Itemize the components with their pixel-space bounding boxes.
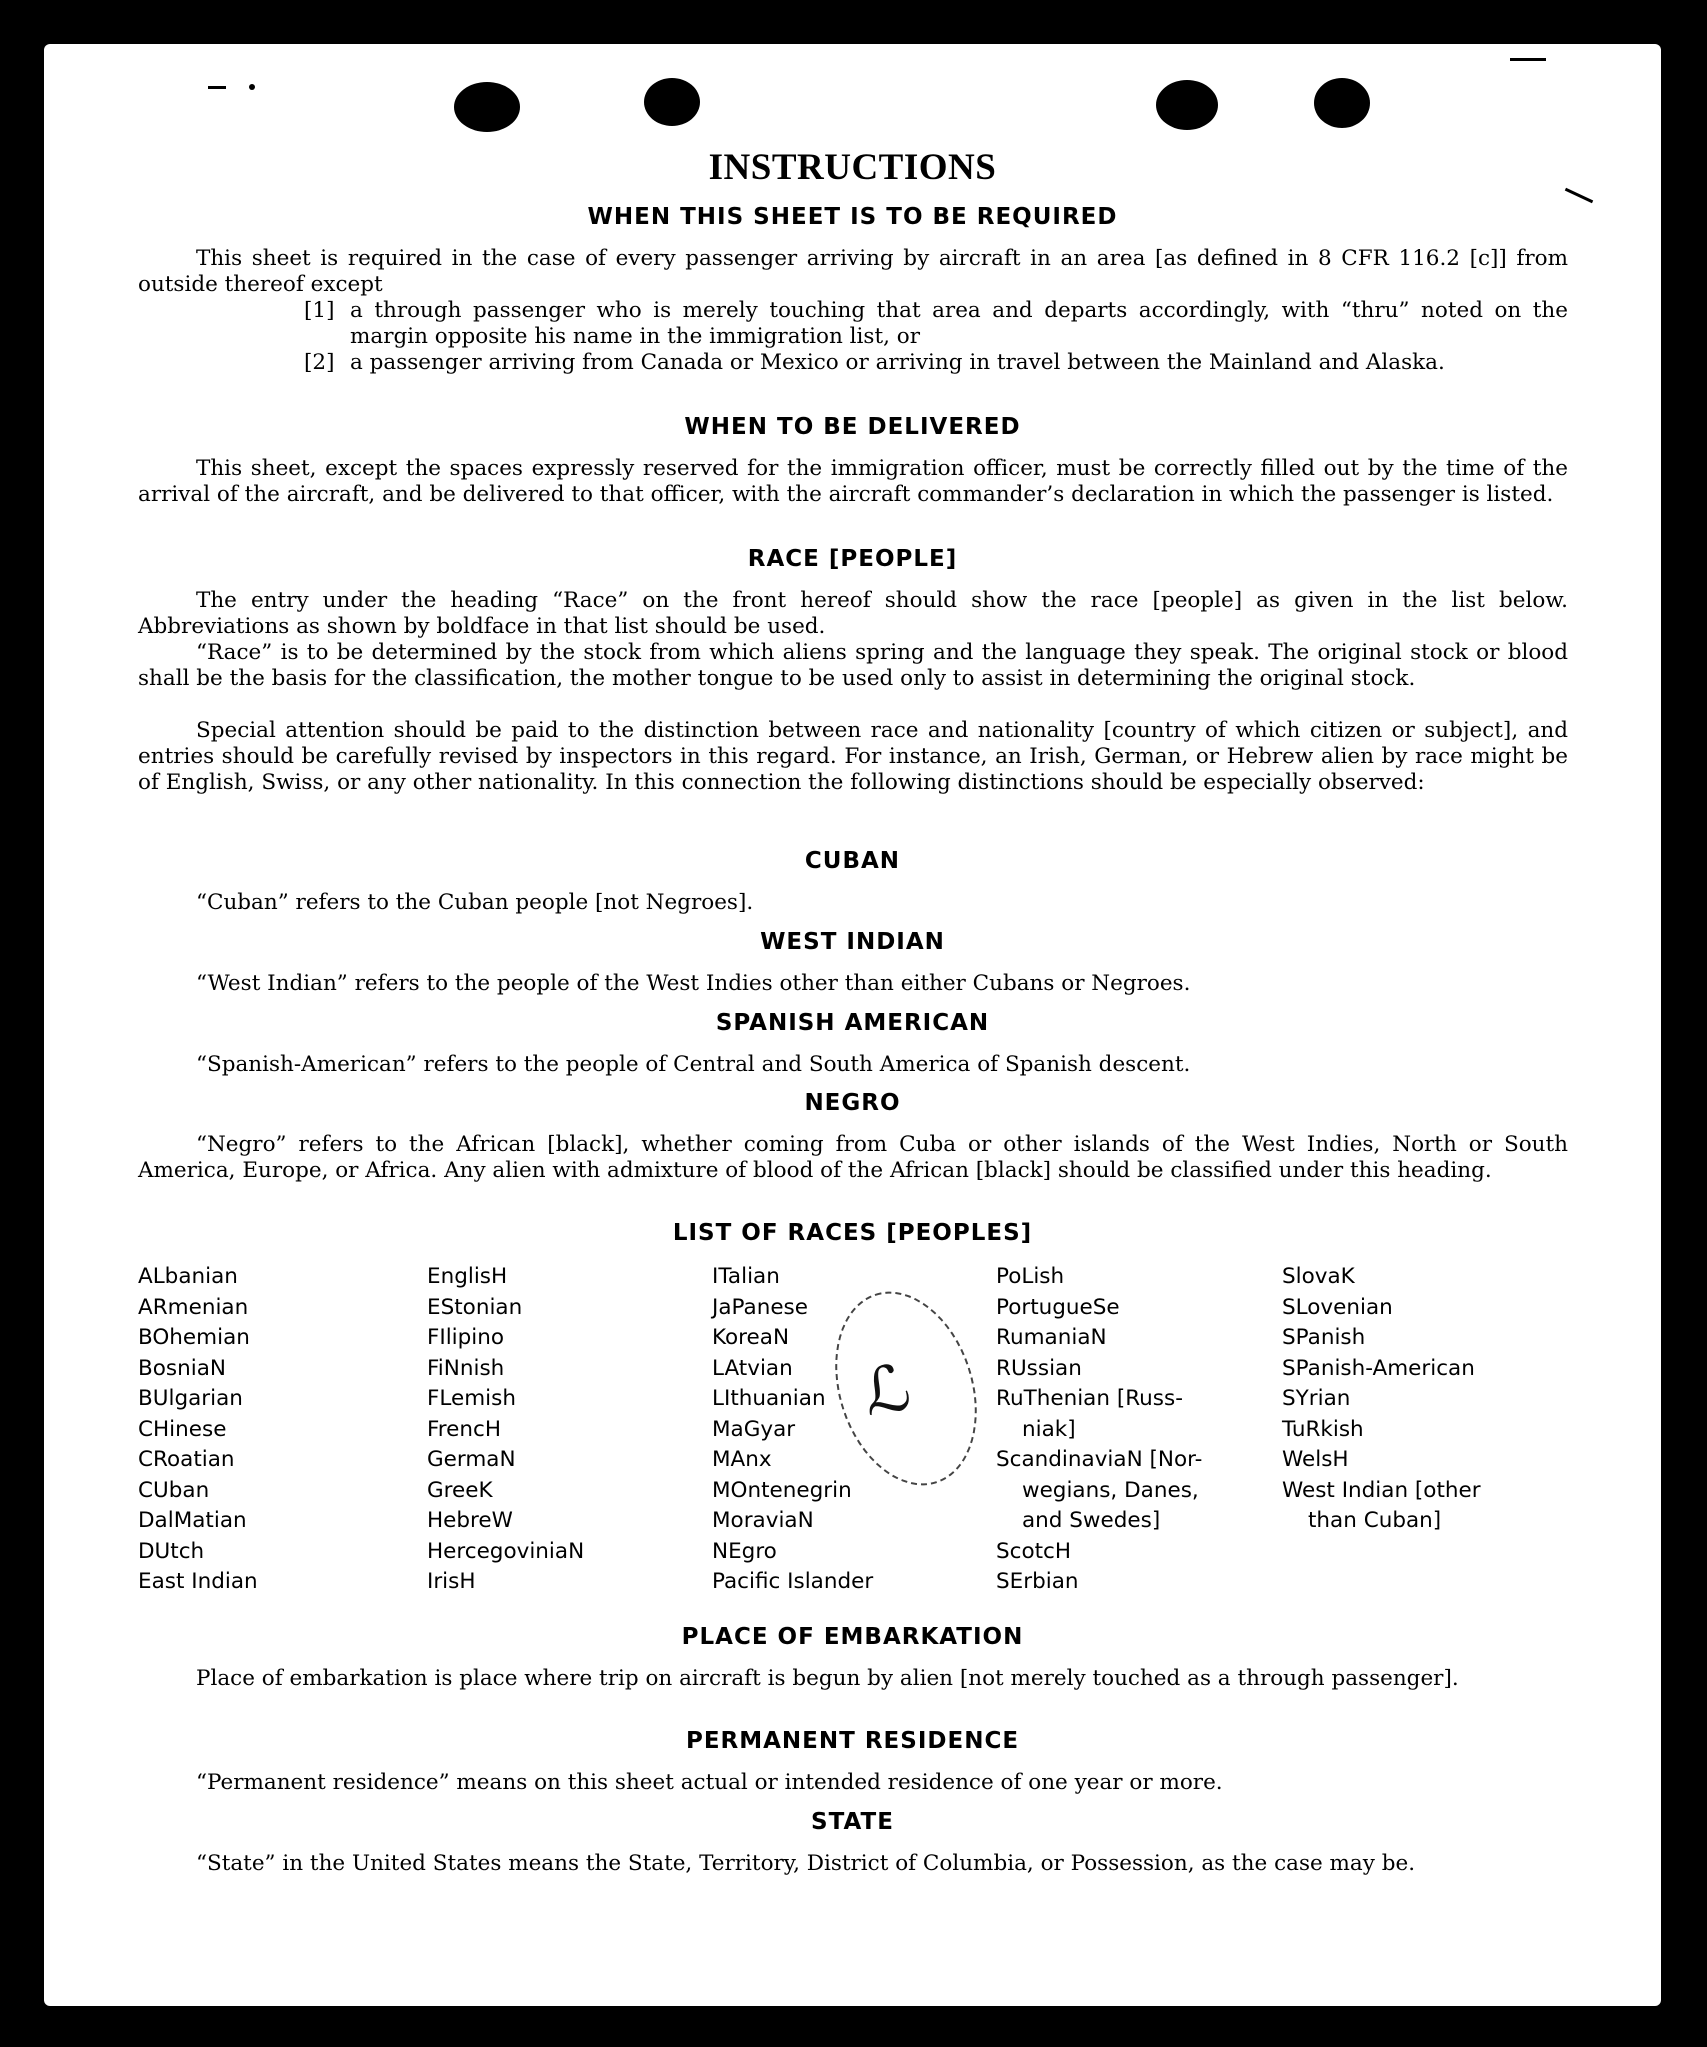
paragraph-race-2: “Race” is to be determined by the stock from which aliens spring and the language they speak. The original stock or blood shall be the basis for the classification, the mother tongue to be used only to assist in determining the original stock.: [138, 640, 1568, 691]
list-item-2-text: a passenger arriving from Canada or Mexico or arriving in travel between the Mainland and Alaska.: [350, 350, 1445, 375]
races-column-2: [427, 1262, 717, 1598]
paragraph-race-3: Special attention should be paid to the distinction between race and nationality [country of which citizen or subject], and entries should be carefully revised by inspectors in this regard. For instance, an Irish, German, or Hebrew alien by race might be of English, Swiss, or any other nationality. In this connection the following distinctions should be especially observed:: [138, 718, 1568, 795]
race-item: DalMatian: [138, 1508, 247, 1533]
race-item: BosniaN: [138, 1355, 226, 1381]
paragraph-west-indian: “West Indian” refers to the people of the West Indies other than either Cubans or Negroes.: [196, 971, 1191, 996]
race-item: ITalian: [712, 1264, 780, 1289]
races-column-5: [1282, 1262, 1572, 1537]
race-item: FLemish: [427, 1386, 516, 1411]
race-item: WelsH: [1282, 1447, 1349, 1472]
race-item-continuation: and Swedes]: [1022, 1508, 1161, 1533]
punch-hole-2: [644, 78, 700, 126]
scan-speck: [1510, 58, 1546, 61]
race-item: FIlipino: [427, 1325, 505, 1350]
races-column-1: [138, 1262, 428, 1598]
handwritten-mark: ℒ: [857, 1350, 917, 1432]
document-sheet: [44, 44, 1661, 2006]
race-item: MaGyar: [712, 1416, 796, 1442]
race-item: Pacific Islander: [712, 1569, 874, 1594]
race-item: FiNnish: [427, 1355, 505, 1381]
heading-negro: NEGRO: [804, 1090, 901, 1116]
paragraph-state: “State” in the United States means the State, Territory, District of Columbia, or Possession, as the case may be.: [196, 1851, 1416, 1876]
heading-embarkation: PLACE OF EMBARKATION: [681, 1624, 1024, 1650]
race-item: RuThenian [Russ-: [996, 1386, 1183, 1411]
race-item: East Indian: [138, 1569, 258, 1594]
punch-hole-1: [454, 82, 520, 132]
race-item: SPanish-American: [1282, 1355, 1475, 1381]
race-item: HercegoviniaN: [427, 1538, 585, 1564]
race-item-continuation: wegians, Danes,: [1022, 1477, 1199, 1503]
paragraph-race-1: The entry under the heading “Race” on the front hereof should show the race [people] as given in the list below. Abbreviations as shown by boldface in that list should be used.: [138, 588, 1568, 639]
scan-speck: [249, 84, 255, 90]
race-item: MOntenegrin: [712, 1477, 852, 1503]
list-item-2: [304, 350, 1568, 376]
paragraph-spanish-american: “Spanish-American” refers to the people of Central and South America of Spanish descent.: [196, 1052, 1191, 1077]
race-item: GermaN: [427, 1447, 516, 1472]
race-item: HebreW: [427, 1508, 513, 1533]
race-item: NEgro: [712, 1538, 777, 1564]
race-item: KoreaN: [712, 1325, 790, 1350]
race-item: EnglisH: [427, 1264, 508, 1289]
heading-race: RACE [PEOPLE]: [747, 546, 958, 572]
list-item-1-label: [1]: [304, 298, 335, 323]
race-item: RUssian: [996, 1355, 1082, 1381]
list-item-2-label: [2]: [304, 350, 335, 375]
race-item: West Indian [other: [1282, 1477, 1481, 1503]
heading-west-indian: WEST INDIAN: [760, 929, 945, 955]
heading-cuban: CUBAN: [804, 848, 901, 874]
race-item: ScandinaviaN [Nor-: [996, 1447, 1203, 1472]
race-item: SLovenian: [1282, 1294, 1393, 1320]
race-item: CUban: [138, 1477, 210, 1503]
race-item: FrencH: [427, 1416, 502, 1442]
races-column-4: [996, 1262, 1286, 1598]
race-item: JaPanese: [712, 1294, 808, 1320]
heading-list-of-races: LIST OF RACES [PEOPLES]: [672, 1220, 1033, 1246]
race-item: TuRkish: [1282, 1416, 1364, 1442]
paragraph-negro: “Negro” refers to the African [black], whether coming from Cuba or other islands of the West Indies, North or South America, Europe, or Africa. Any alien with admixture of blood of the African [black] should be classified under this heading.: [138, 1132, 1568, 1183]
race-item-continuation: than Cuban]: [1308, 1508, 1442, 1533]
race-item: RumaniaN: [996, 1325, 1107, 1350]
race-item: SErbian: [996, 1569, 1079, 1594]
heading-spanish-american: SPANISH AMERICAN: [715, 1010, 990, 1036]
race-item: GreeK: [427, 1477, 493, 1503]
race-item: BOhemian: [138, 1325, 250, 1350]
race-item-continuation: niak]: [1022, 1416, 1076, 1442]
punch-hole-3: [1156, 80, 1218, 130]
race-item: LAtvian: [712, 1355, 793, 1381]
race-item: MAnx: [712, 1447, 772, 1472]
race-item: DUtch: [138, 1538, 205, 1564]
race-item: SPanish: [1282, 1325, 1366, 1350]
race-item: ARmenian: [138, 1294, 249, 1320]
race-item: SlovaK: [1282, 1264, 1355, 1289]
punch-hole-4: [1314, 78, 1370, 128]
race-item: ALbanian: [138, 1264, 238, 1289]
paragraph-cuban: “Cuban” refers to the Cuban people [not Negroes].: [196, 890, 754, 915]
race-item: EStonian: [427, 1294, 523, 1320]
race-item: PoLish: [996, 1264, 1065, 1289]
heading-when-delivered: WHEN TO BE DELIVERED: [684, 414, 1021, 440]
list-item-1-text: a through passenger who is merely touching that area and departs accordingly, with “thru” noted on the margin opposite his name in the immigration list, or: [350, 298, 1568, 349]
scan-speck: [1565, 188, 1593, 203]
scan-speck: [208, 86, 226, 89]
paragraph-residence: “Permanent residence” means on this sheet actual or intended residence of one year or more.: [196, 1770, 1223, 1795]
page-title: INSTRUCTIONS: [708, 147, 997, 188]
race-item: ScotcH: [996, 1538, 1072, 1564]
race-item: CHinese: [138, 1416, 227, 1442]
paragraph-embarkation: Place of embarkation is place where trip on aircraft is begun by alien [not merely touched as a through passenger].: [196, 1666, 1459, 1691]
paragraph-when-delivered: This sheet, except the spaces expressly reserved for the immigration officer, must be correctly filled out by the time of the arrival of the aircraft, and be delivered to that officer, with the aircraft commander’s declaration in which the passenger is listed.: [138, 456, 1568, 507]
heading-residence: PERMANENT RESIDENCE: [685, 1728, 1020, 1754]
race-item: SYrian: [1282, 1386, 1351, 1411]
race-item: LIthuanian: [712, 1386, 826, 1411]
heading-state: STATE: [811, 1809, 894, 1835]
race-item: CRoatian: [138, 1447, 235, 1472]
race-item: IrisH: [427, 1569, 476, 1594]
heading-when-required: WHEN THIS SHEET IS TO BE REQUIRED: [587, 204, 1118, 230]
race-item: BUlgarian: [138, 1386, 243, 1411]
race-item: PortugueSe: [996, 1294, 1120, 1320]
race-item: MoraviaN: [712, 1508, 814, 1533]
paragraph-when-required: This sheet is required in the case of every passenger arriving by aircraft in an area [as defined in 8 CFR 116.2 [c]] from outside thereof except: [138, 246, 1568, 297]
list-item-1: [304, 298, 1568, 350]
